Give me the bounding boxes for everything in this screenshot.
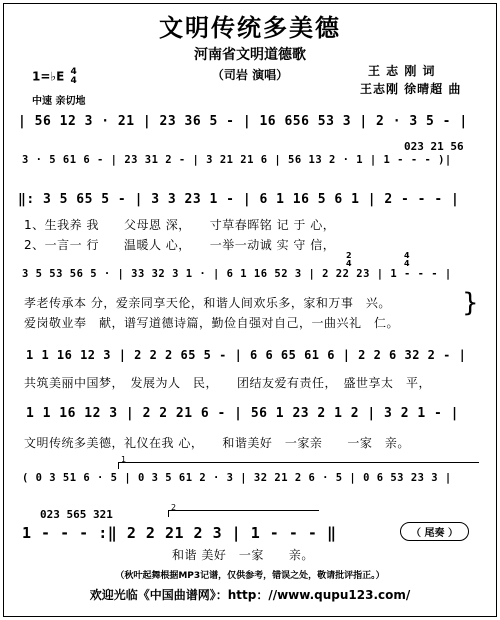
lyric-line-3-verse-1: 1、生我养 我 父母恩 深， 寸草春晖铭 记 于 心， (24, 218, 336, 232)
lyric-line-4-verse-1: 孝老传承本 分，爱亲同享天伦，和谐人间欢乐多，家和万事 兴。 (24, 296, 391, 310)
notation-line-6: 1 1 16 12 3 | 2 2 21 6 - | 56 1 23 2 1 2 | 3 2 1 - | (26, 406, 459, 421)
composer-credit: 王志刚 徐晴超 曲 (360, 82, 462, 96)
meter-bottom: 4 (70, 76, 77, 86)
notation-line-5: 1 1 16 12 3 | 2 2 2 65 5 - | 6 6 65 61 6 | 2 2 6 32 2 - | (26, 348, 467, 362)
notation-line-7: ( 0 3 51 6 · 5 | 0 3 5 61 2 · 3 | 32 21 2 6 · 5 | 0 6 53 23 3 | (22, 472, 452, 484)
transcriber-note: （秋叶起舞根据MP3记谱，仅供参考，错误之处，敬请批评指正。） (115, 571, 385, 581)
time-change-top: 2 (346, 251, 352, 260)
meter-top: 4 (70, 67, 77, 77)
key-text: 1=♭E (32, 69, 65, 84)
key-signature (32, 68, 77, 86)
singer-credit: （司岩 演唱） (211, 68, 289, 82)
volta-2: 2 (168, 510, 319, 517)
volta-1: 1 (118, 462, 479, 469)
lyric-line-5: 共筑美丽中国梦， 发展为人 民， 团结友爱有责任， 盛世享太 平， (24, 376, 432, 390)
lyric-line-8: 和谐 美好 一家 亲。 (172, 548, 314, 562)
notation-line-3: ‖: 3 5 65 5 - | 3 3 23 1 - | 6 1 16 5 6 1 | 2 - - - | (18, 192, 460, 207)
song-subtitle: 河南省文明道德歌 (194, 47, 306, 63)
lyricist-credit: 王 志 刚 词 (368, 64, 436, 78)
time-signature (70, 68, 76, 86)
time-change-top: 4 (404, 251, 410, 260)
lyric-line-4-verse-2: 爱岗敬业奉 献，谱写道德诗篇，勤俭自强对自己，一曲兴礼 仁。 (24, 316, 400, 330)
time-change-bottom: 4 (346, 259, 352, 268)
song-title: 文明传统多美德 (159, 14, 341, 42)
time-change-2-4 (346, 252, 352, 268)
notation-line-8: 1 - - - :‖ 2 2 21 2 3 | 1 - - - ‖ (22, 524, 337, 542)
lyric-line-3-verse-2: 2、一言一 行 温暖人 心， 一举一动诚 实 守 信， (24, 238, 336, 252)
outro-label: （ 尾奏 ） (400, 522, 469, 541)
lyric-line-6: 文明传统多美德，礼仪在我 心， 和谐美好 一家亲 一家 亲。 (24, 436, 410, 450)
time-change-bottom: 4 (404, 259, 410, 268)
time-change-4-4 (404, 252, 410, 268)
notation-line-2-upper: 023 21 56 (404, 140, 464, 153)
notation-line-2: 3 · 5 61 6 - | 23 31 2 - | 3 21 21 6 | 56 13 2 · 1 | 1 - - - )| (22, 154, 452, 166)
notation-line-4: 3 5 53 56 5 · | 33 32 3 1 · | 6 1 16 52 3 | 2 22 23 | 1 - - - | (22, 268, 452, 280)
notation-line-1: | 56 12 3 · 21 | 23 36 5 - | 16 656 53 3 | 2 · 3 5 - | (18, 114, 468, 129)
tempo-marking: 中速 亲切地 (32, 96, 86, 107)
notation-line-8-upper: 023 565 321 (40, 508, 113, 521)
website-welcome: 欢迎光临《中国曲谱网》：http：//www.qupu123.com/ (89, 588, 411, 602)
verse-brace: } (462, 288, 479, 318)
